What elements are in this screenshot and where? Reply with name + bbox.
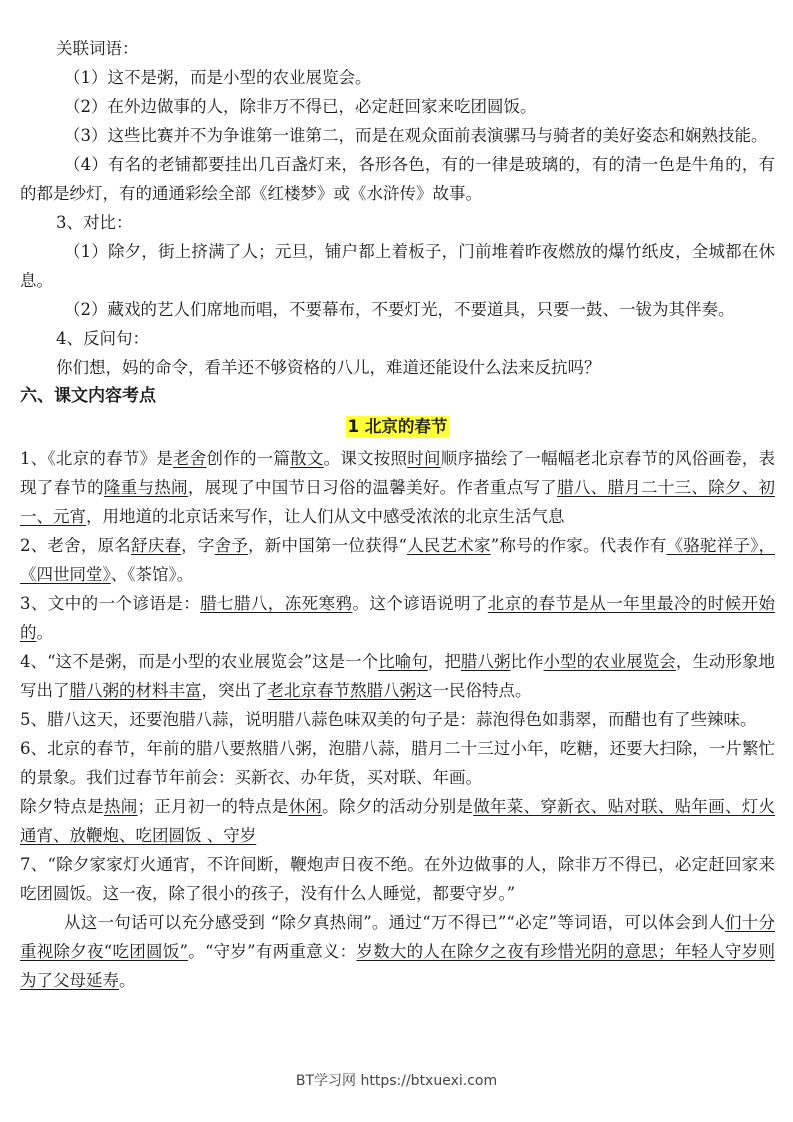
text: ，把	[427, 652, 461, 671]
underlined-answer: 《骆驼祥子》，《四世同堂》	[20, 536, 776, 584]
connective-item-2: （2）在外边做事的人，除非万不得已，必定赶回家来吃团圆饭。	[64, 97, 537, 116]
point-7: 7、“除夕家家灯火通宵，不许间断，鞭炮声日夜不绝。在外边做事的人，除非万不得已，必定赶回家来吃团圆饭。这一夜，除了很小的孩子，没有什么人睡觉，都要守岁。”	[20, 855, 775, 903]
underlined-answer: 休闲	[288, 797, 323, 816]
text: ，突出了	[201, 681, 268, 700]
text: 。除夕的活动分别是	[322, 797, 474, 816]
point-4	[20, 647, 775, 705]
connective-item-1: （1）这不是粥，而是小型的农业展览会。	[64, 68, 372, 87]
rhetorical-sentence: 你们想，妈的命令，看羊还不够资格的八儿，难道还能设什么法来反抗吗？	[56, 358, 601, 377]
underlined-answer: 时间	[407, 449, 441, 468]
text: 2、老舍，原名	[20, 536, 132, 555]
text: ，新中国第一位获得“	[248, 536, 407, 555]
text: 。“守岁”有两重意义：	[187, 942, 357, 961]
underlined-answer: 老北京春节熬腊八粥	[267, 681, 416, 700]
text: ，生动形象地写出了	[20, 652, 776, 700]
rhetorical-heading: 4、反问句：	[56, 329, 149, 348]
text: 1、《北京的春节》是	[20, 449, 174, 468]
underlined-answer: 北京的春节是从一年里最冷的时候开始的	[20, 594, 776, 642]
connective-item-4: （4）有名的老铺都要挂出几百盏灯来，各形各色，有的一律是玻璃的，有的清一色是牛角的，有的都是纱灯，有的通通彩绘全部《红楼梦》或《水浒传》故事。	[20, 155, 775, 203]
connectives-heading: 关联词语：	[56, 39, 139, 58]
point-2	[20, 531, 775, 589]
underlined-answer: 做年菜、穿新衣、贴对联、贴年画、灯火通宵、放鞭炮、吃团圆饭 、守岁	[20, 797, 776, 845]
text: 比作	[510, 652, 544, 671]
underlined-answer: 腊八粥的材料丰富	[69, 681, 202, 700]
text: ；正月初一的特点是	[137, 797, 289, 816]
text: 。课文按照	[323, 449, 408, 468]
point-6: 6、北京的春节，年前的腊八要熬腊八粥，泡腊八蒜，腊月二十三过小年，吃糖，还要大扫除，一片繁忙的景象。我们过春节年前会：买新衣、办年货，买对联、年画。	[20, 739, 775, 787]
underlined-answer: 们十分重视除夕夜“吃团圆饭”	[20, 913, 775, 961]
text: 、《茶馆》。	[110, 565, 194, 584]
underlined-answer: 比喻句	[378, 652, 428, 671]
underlined-answer: 腊七腊八，冻死寒鸦	[200, 594, 353, 613]
text: 从这一句话可以充分感受到 “除夕真热闹”。通过“万不得已”“必定”等词语，可以体会到人	[64, 913, 725, 932]
underlined-answer: 舍予	[214, 536, 249, 555]
underlined-answer: 舒庆春	[131, 536, 182, 555]
contrast-item-1: （1）除夕，街上挤满了人；元旦，铺户都上着板子，门前堆着昨夜燃放的爆竹纸皮，全城都在休息。	[20, 242, 775, 290]
text: 4、“这不是粥，而是小型的农业展览会”这是一个	[20, 652, 379, 671]
text: ，展现了中国节日习俗的温馨美好。作者重点写了	[187, 478, 558, 497]
underlined-answer: 隆重与热闹	[103, 478, 188, 497]
text: 这一民俗特点。	[416, 681, 532, 700]
text: ”称号的作家。代表作有	[490, 536, 667, 555]
underlined-answer: 散文	[290, 449, 324, 468]
point-5: 5、腊八这天，还要泡腊八蒜，说明腊八蒜色味双美的句子是：蒜泡得色如翡翠，而醋也有了些辣味。	[20, 710, 757, 729]
watermark: BT学习网 https://btxuexi.com	[295, 1073, 498, 1089]
point-6-eve	[20, 792, 775, 850]
text: 。这个谚语说明了	[352, 594, 488, 613]
text: 创作的一篇	[206, 449, 291, 468]
contrast-heading: 3、对比：	[56, 213, 133, 232]
underlined-answer: 老舍	[173, 449, 207, 468]
point-3	[20, 589, 775, 647]
underlined-answer: 岁数大的人在除夕之夜有珍惜光阴的意思；年轻人守岁则为了父母延寿	[20, 942, 776, 990]
point-7-analysis	[20, 908, 775, 995]
underlined-answer: 人民艺术家	[406, 536, 491, 555]
contrast-item-2: （2）藏戏的艺人们席地而唱，不要幕布，不要灯光，不要道具，只要一鼓、一钹为其伴奏。	[64, 300, 735, 319]
text: ，字	[181, 536, 215, 555]
underlined-answer: 腊八、腊月二十三、除夕、初一、元宵	[20, 478, 776, 526]
section-title: 六、课文内容考点	[20, 386, 156, 406]
text: 。	[36, 623, 53, 642]
underlined-answer: 热闹	[103, 797, 138, 816]
text: ，用地道的北京话来写作，让人们从文中感受浓浓的北京生活气息	[86, 507, 565, 526]
point-1	[20, 444, 775, 531]
connective-item-3: （3）这些比赛并不为争谁第一谁第二，而是在观众面前表演骡马与骑者的美好姿态和娴熟技能。	[64, 126, 768, 145]
text: 顺序描绘了一幅幅老北京春节的风俗画卷，表现了春节的	[20, 449, 776, 497]
lesson-title: 1 北京的春节	[347, 417, 448, 436]
underlined-answer: 腊八粥	[460, 652, 511, 671]
text: 3、文中的一个谚语是：	[20, 594, 201, 613]
underlined-answer: 小型的农业展览会	[543, 652, 676, 671]
document-page	[20, 34, 775, 995]
text: 除夕特点是	[20, 797, 104, 816]
text: 。	[119, 971, 136, 990]
lesson-title-wrap	[20, 412, 775, 442]
